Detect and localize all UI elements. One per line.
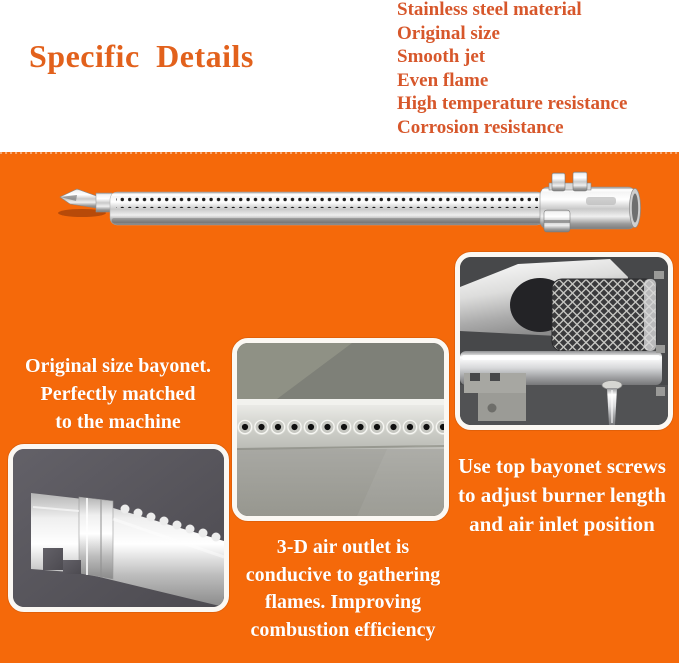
- feature-item: Corrosion resistance: [397, 116, 564, 138]
- page-title: Specific Details: [29, 38, 254, 74]
- left-photo-card: [8, 444, 229, 612]
- caption-right: [448, 452, 676, 539]
- caption-line: flames. Improving: [264, 591, 422, 613]
- burner-3d-air-outlet-holes-photo: [237, 343, 444, 516]
- burner-tip: [60, 189, 112, 212]
- burner-air-inlet-mesh-and-screw-photo: [460, 257, 668, 425]
- burner-tube-photo: [52, 168, 642, 240]
- right-photo-card: [455, 252, 673, 430]
- center-photo-card: [232, 338, 449, 521]
- air-outlet-holes-row: [237, 415, 444, 439]
- caption-center: [233, 534, 453, 644]
- bayonet-screws: [549, 172, 591, 191]
- caption-line: and air inlet position: [469, 512, 655, 536]
- feature-item: Even flame: [397, 69, 489, 91]
- caption-line: Perfectly matched: [40, 383, 196, 405]
- feature-item: High temperature resistance: [397, 93, 628, 114]
- burner-bayonet-tip-photo: [13, 449, 224, 607]
- air-inlet-mesh: [552, 271, 664, 351]
- orange-band: [0, 152, 679, 663]
- air-outlet-holes-row: [116, 197, 538, 208]
- feature-item: Stainless steel material: [397, 0, 582, 20]
- caption-line: combustion efficiency: [250, 618, 436, 641]
- caption-line: to adjust burner length: [458, 483, 666, 507]
- caption-line: Use top bayonet screws: [458, 454, 666, 478]
- caption-left: [8, 352, 228, 436]
- feature-list: [397, 0, 627, 139]
- caption-line: Original size bayonet.: [24, 355, 212, 377]
- caption-line: conducive to gathering: [245, 563, 441, 586]
- tube-body: [110, 192, 544, 225]
- feature-item: Original size: [397, 22, 500, 44]
- caption-line: 3-D air outlet is: [276, 536, 410, 558]
- feature-item: Smooth jet: [397, 46, 486, 67]
- caption-line: to the machine: [55, 411, 181, 433]
- adjustment-clamp: [544, 210, 570, 232]
